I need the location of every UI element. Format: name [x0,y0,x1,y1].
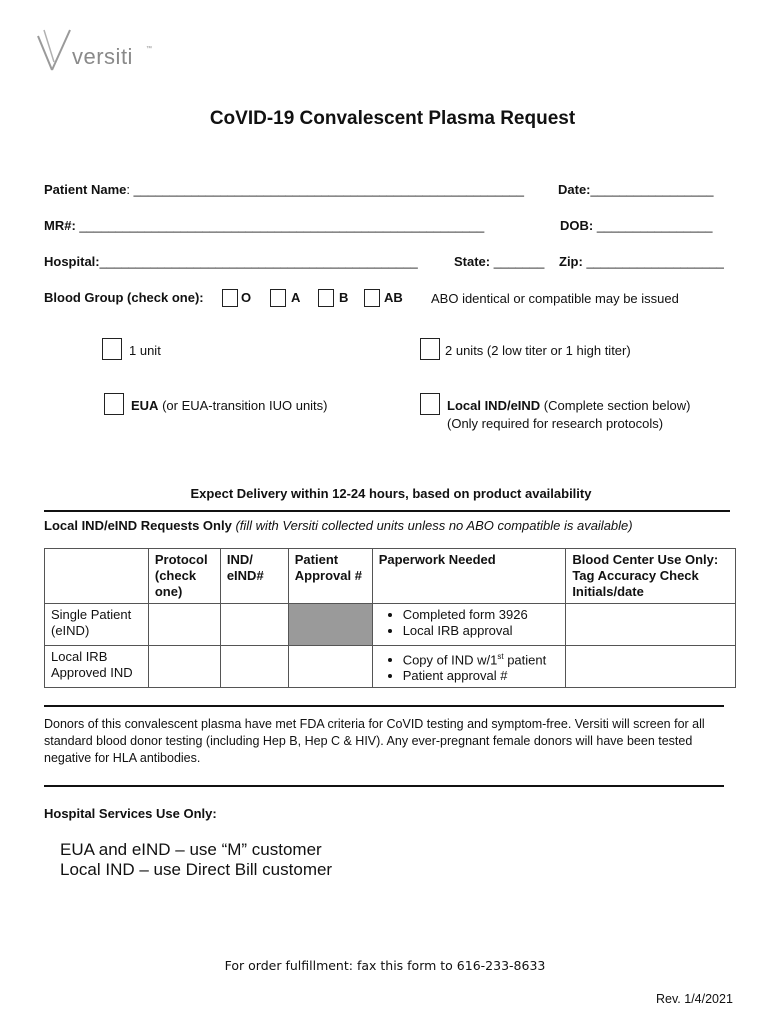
local-ind-checkbox[interactable] [420,393,440,415]
local-ind-table [44,548,736,688]
zip-label: Zip: [559,254,583,269]
paperwork-ind-sup: st [497,652,504,661]
local-ind-sublabel: (Only required for research protocols) [447,416,664,431]
divider-middle [44,705,724,707]
hospital-services-label: Hospital Services Use Only: [44,806,217,821]
dob-label: DOB: [560,218,594,233]
local-irb-approval-cell[interactable] [288,646,372,688]
blood-group-b-label: B [339,290,349,305]
local-irb-blood-center-cell[interactable] [566,646,736,688]
local-ind-label [447,398,690,413]
state-line[interactable]: _______ [490,254,545,269]
paperwork-item: • Completed form 3926 [403,607,560,623]
paperwork-item: • Local IRB approval [403,623,560,639]
table-header-blood-center: Blood Center Use Only: Tag Accuracy Check Initials/date [566,549,736,604]
state-field[interactable] [454,254,544,269]
patient-name-field[interactable] [44,182,524,197]
two-units-checkbox[interactable] [420,338,440,360]
paperwork-item [403,649,560,668]
mrn-field[interactable] [44,218,484,233]
local-ind-heading-note: (fill with Versiti collected units unless no ABO compatible is available) [235,518,633,533]
local-ind-heading-bold: Local IND/eIND Requests Only [44,518,232,533]
dob-field[interactable] [560,218,713,233]
eua-label-bold: EUA [131,398,159,413]
row-label-local-irb: Local IRB Approved IND [45,646,149,688]
eua-label-rest: (or EUA-transition IUO units) [158,398,328,413]
local-irb-ind-cell[interactable] [220,646,288,688]
blood-group-b-checkbox[interactable] [318,289,334,307]
hospital-field[interactable] [44,254,418,269]
date-field[interactable] [558,182,713,197]
abo-compatibility-note: ABO identical or compatible may be issued [431,291,679,306]
table-row [45,646,736,688]
donor-disclaimer: Donors of this convalescent plasma have met FDA criteria for CoVID testing and symptom-free. Versiti will screen for all standard blood donor testing (including Hep B, Hep C & HIV). Any ever-pregnant female donors will have been tested negative for HLA antibodies. [44,717,705,765]
two-units-label: 2 units (2 low titer or 1 high titer) [445,343,631,358]
table-header-paperwork: Paperwork Needed [372,549,566,604]
form-title: CoVID-19 Convalescent Plasma Request [209,108,576,129]
local-irb-protocol-cell[interactable] [148,646,220,688]
local-ind-label-bold: Local IND/eIND [447,398,541,413]
local-ind-section-heading [44,518,633,533]
paperwork-ind-patient: patient [503,652,547,668]
blood-group-a-label: A [291,290,301,305]
mrn-line[interactable]: ________________________________________________________ [75,218,485,233]
paperwork-ind-copy: Copy of IND w/1 [402,652,498,668]
single-patient-ind-cell[interactable] [220,604,288,646]
date-label: Date: [558,182,591,197]
dob-line[interactable]: ________________ [593,218,713,233]
single-patient-blood-center-cell[interactable] [566,604,736,646]
one-unit-checkbox[interactable] [102,338,122,360]
date-line[interactable]: _________________ [590,182,714,197]
blood-group-o-checkbox[interactable] [222,289,238,307]
table-header-row [45,549,736,604]
blood-group-a-checkbox[interactable] [270,289,286,307]
patient-name-label: Patient Name [44,182,127,197]
hospital-services-line-2: Local IND – use Direct Bill customer [60,860,333,879]
blood-group-ab-checkbox[interactable] [364,289,380,307]
delivery-notice: Expect Delivery within 12-24 hours, based on product availability [190,486,592,501]
mrn-label: MR#: [44,218,76,233]
single-patient-paperwork [372,604,566,646]
one-unit-label: 1 unit [129,343,161,358]
paperwork-item: • Patient approval # [403,668,560,684]
logo-trademark: ™ [146,46,152,52]
table-row [45,604,736,646]
table-header-ind: IND/ eIND# [220,549,288,604]
hospital-line[interactable]: ____________________________________________ [99,254,418,269]
logo-text: versiti [72,44,133,69]
revision-date: Rev. 1/4/2021 [656,992,733,1006]
patient-name-line[interactable]: : ______________________________________________________ [126,182,525,197]
table-header-protocol: Protocol (check one) [148,549,220,604]
versiti-logo [36,26,156,72]
versiti-mark-icon [36,26,76,72]
zip-line[interactable]: ___________________ [582,254,724,269]
blood-group-o-label: O [241,290,252,305]
zip-field[interactable] [559,254,724,269]
single-patient-protocol-cell[interactable] [148,604,220,646]
blood-group-ab-label: AB [384,290,403,305]
eua-checkbox[interactable] [104,393,124,415]
table-header-blank [45,549,149,604]
state-label: State: [454,254,491,269]
blood-group-label: Blood Group (check one): [44,290,204,305]
hospital-label: Hospital: [44,254,100,269]
divider-bottom [44,785,724,787]
hospital-services-line-1: EUA and eIND – use “M” customer [60,840,322,859]
fax-instructions: For order fulfillment: fax this form to 616-233-8633 [224,958,546,973]
eua-label [131,398,328,413]
single-patient-approval-shaded [288,604,372,646]
divider-top [44,510,730,512]
local-ind-label-rest: (Complete section below) [540,398,691,413]
table-header-patient-approval: Patient Approval # [288,549,372,604]
row-label-single-patient: Single Patient (eIND) [45,604,149,646]
local-irb-paperwork [372,646,566,688]
